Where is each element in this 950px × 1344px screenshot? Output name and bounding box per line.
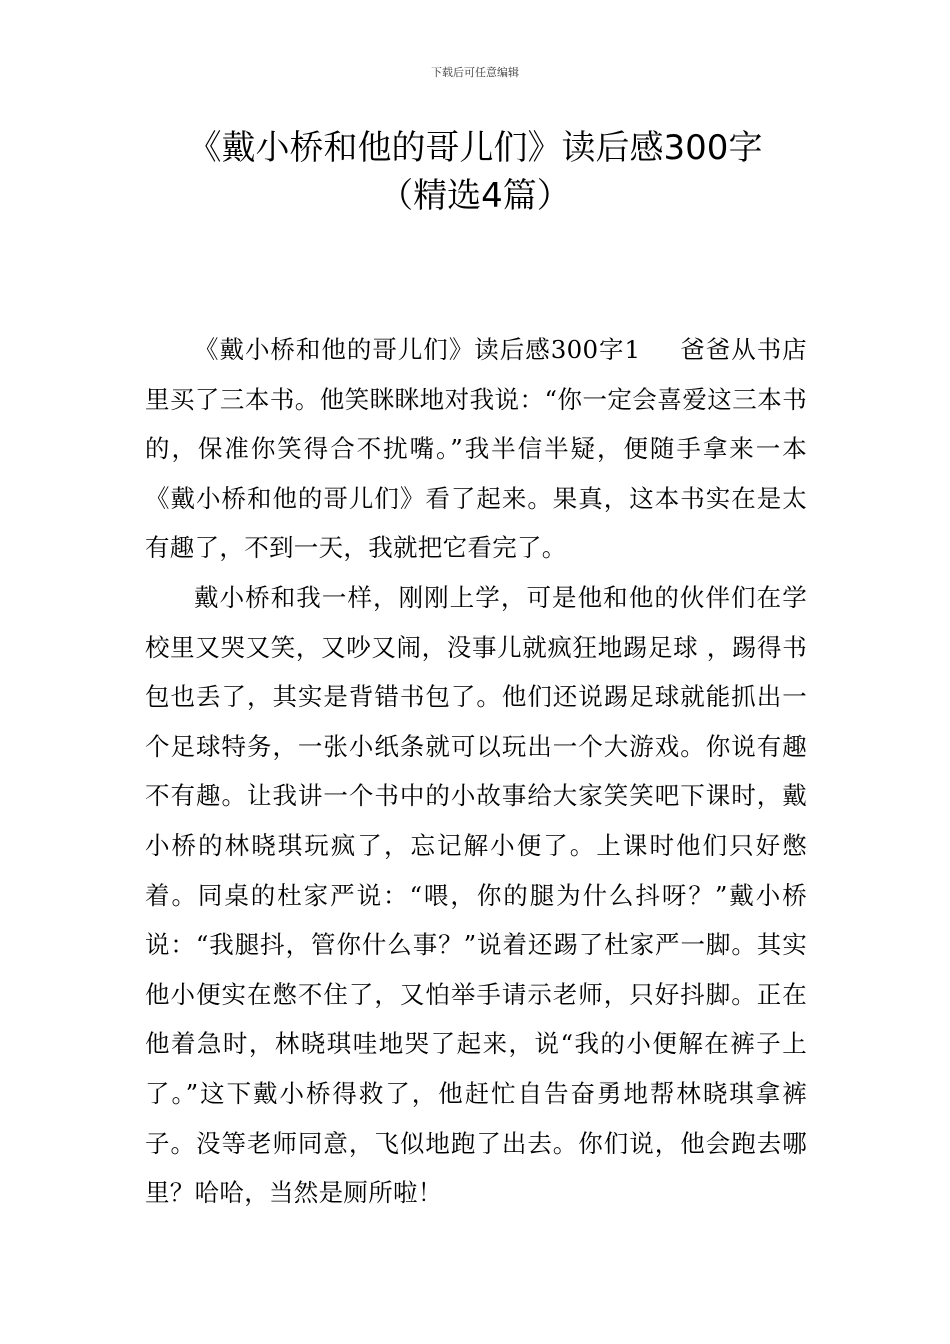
header-note: 下载后可任意编辑 (431, 66, 519, 79)
section-heading: 《戴小桥和他的哥儿们》读后感300字1 (194, 335, 641, 364)
title-line-2: （精选4篇） (379, 176, 571, 216)
page-title (95, 124, 855, 220)
paragraph-text: 爸爸从书店里买了三本书。他笑眯眯地对我说：“你一定会喜爱这三本书的，保准你笑得合不扰嘴。”我半信半疑，便随手拿来一本《戴小桥和他的哥儿们》看了起来。果真，这本书实在是太有趣了，不到一天，我就把它看完了。 (145, 335, 807, 563)
body-text (145, 325, 807, 1218)
paragraph-text: 戴小桥和我一样，刚刚上学，可是他和他的伙伴们在学校里又哭又笑，又吵又闹，没事儿就疯狂地踢足球 ，踢得书包也丢了，其实是背错书包了。他们还说踢足球就能抓出一个足球特务，一张小纸条就可以玩出一个大游戏。你说有趣不有趣。让我讲一个书中的小故事给大家笑笑吧下课时，戴小桥的林晓琪玩疯了，忘记解小便了。上课时他们只好憋着。同桌的杜家严说：“喂，你的腿为什么抖呀？”戴小桥说：“我腿抖，管你什么事？”说着还踢了杜家严一脚。其实他小便实在憋不住了，又怕举手请示老师，只好抖脚。正在他着急时，林晓琪哇地哭了起来，说“我的小便解在裤子上了。”这下戴小桥得救了，他赶忙自告奋勇地帮林晓琪拿裤子。没等老师同意，飞似地跑了出去。你们说，他会跑去哪里？哈哈，当然是厕所啦！ (145, 582, 807, 1208)
paragraph-2 (145, 573, 807, 1218)
paragraph-1 (145, 325, 807, 573)
title-line-1: 《戴小桥和他的哥儿们》读后感300字 (187, 128, 763, 168)
